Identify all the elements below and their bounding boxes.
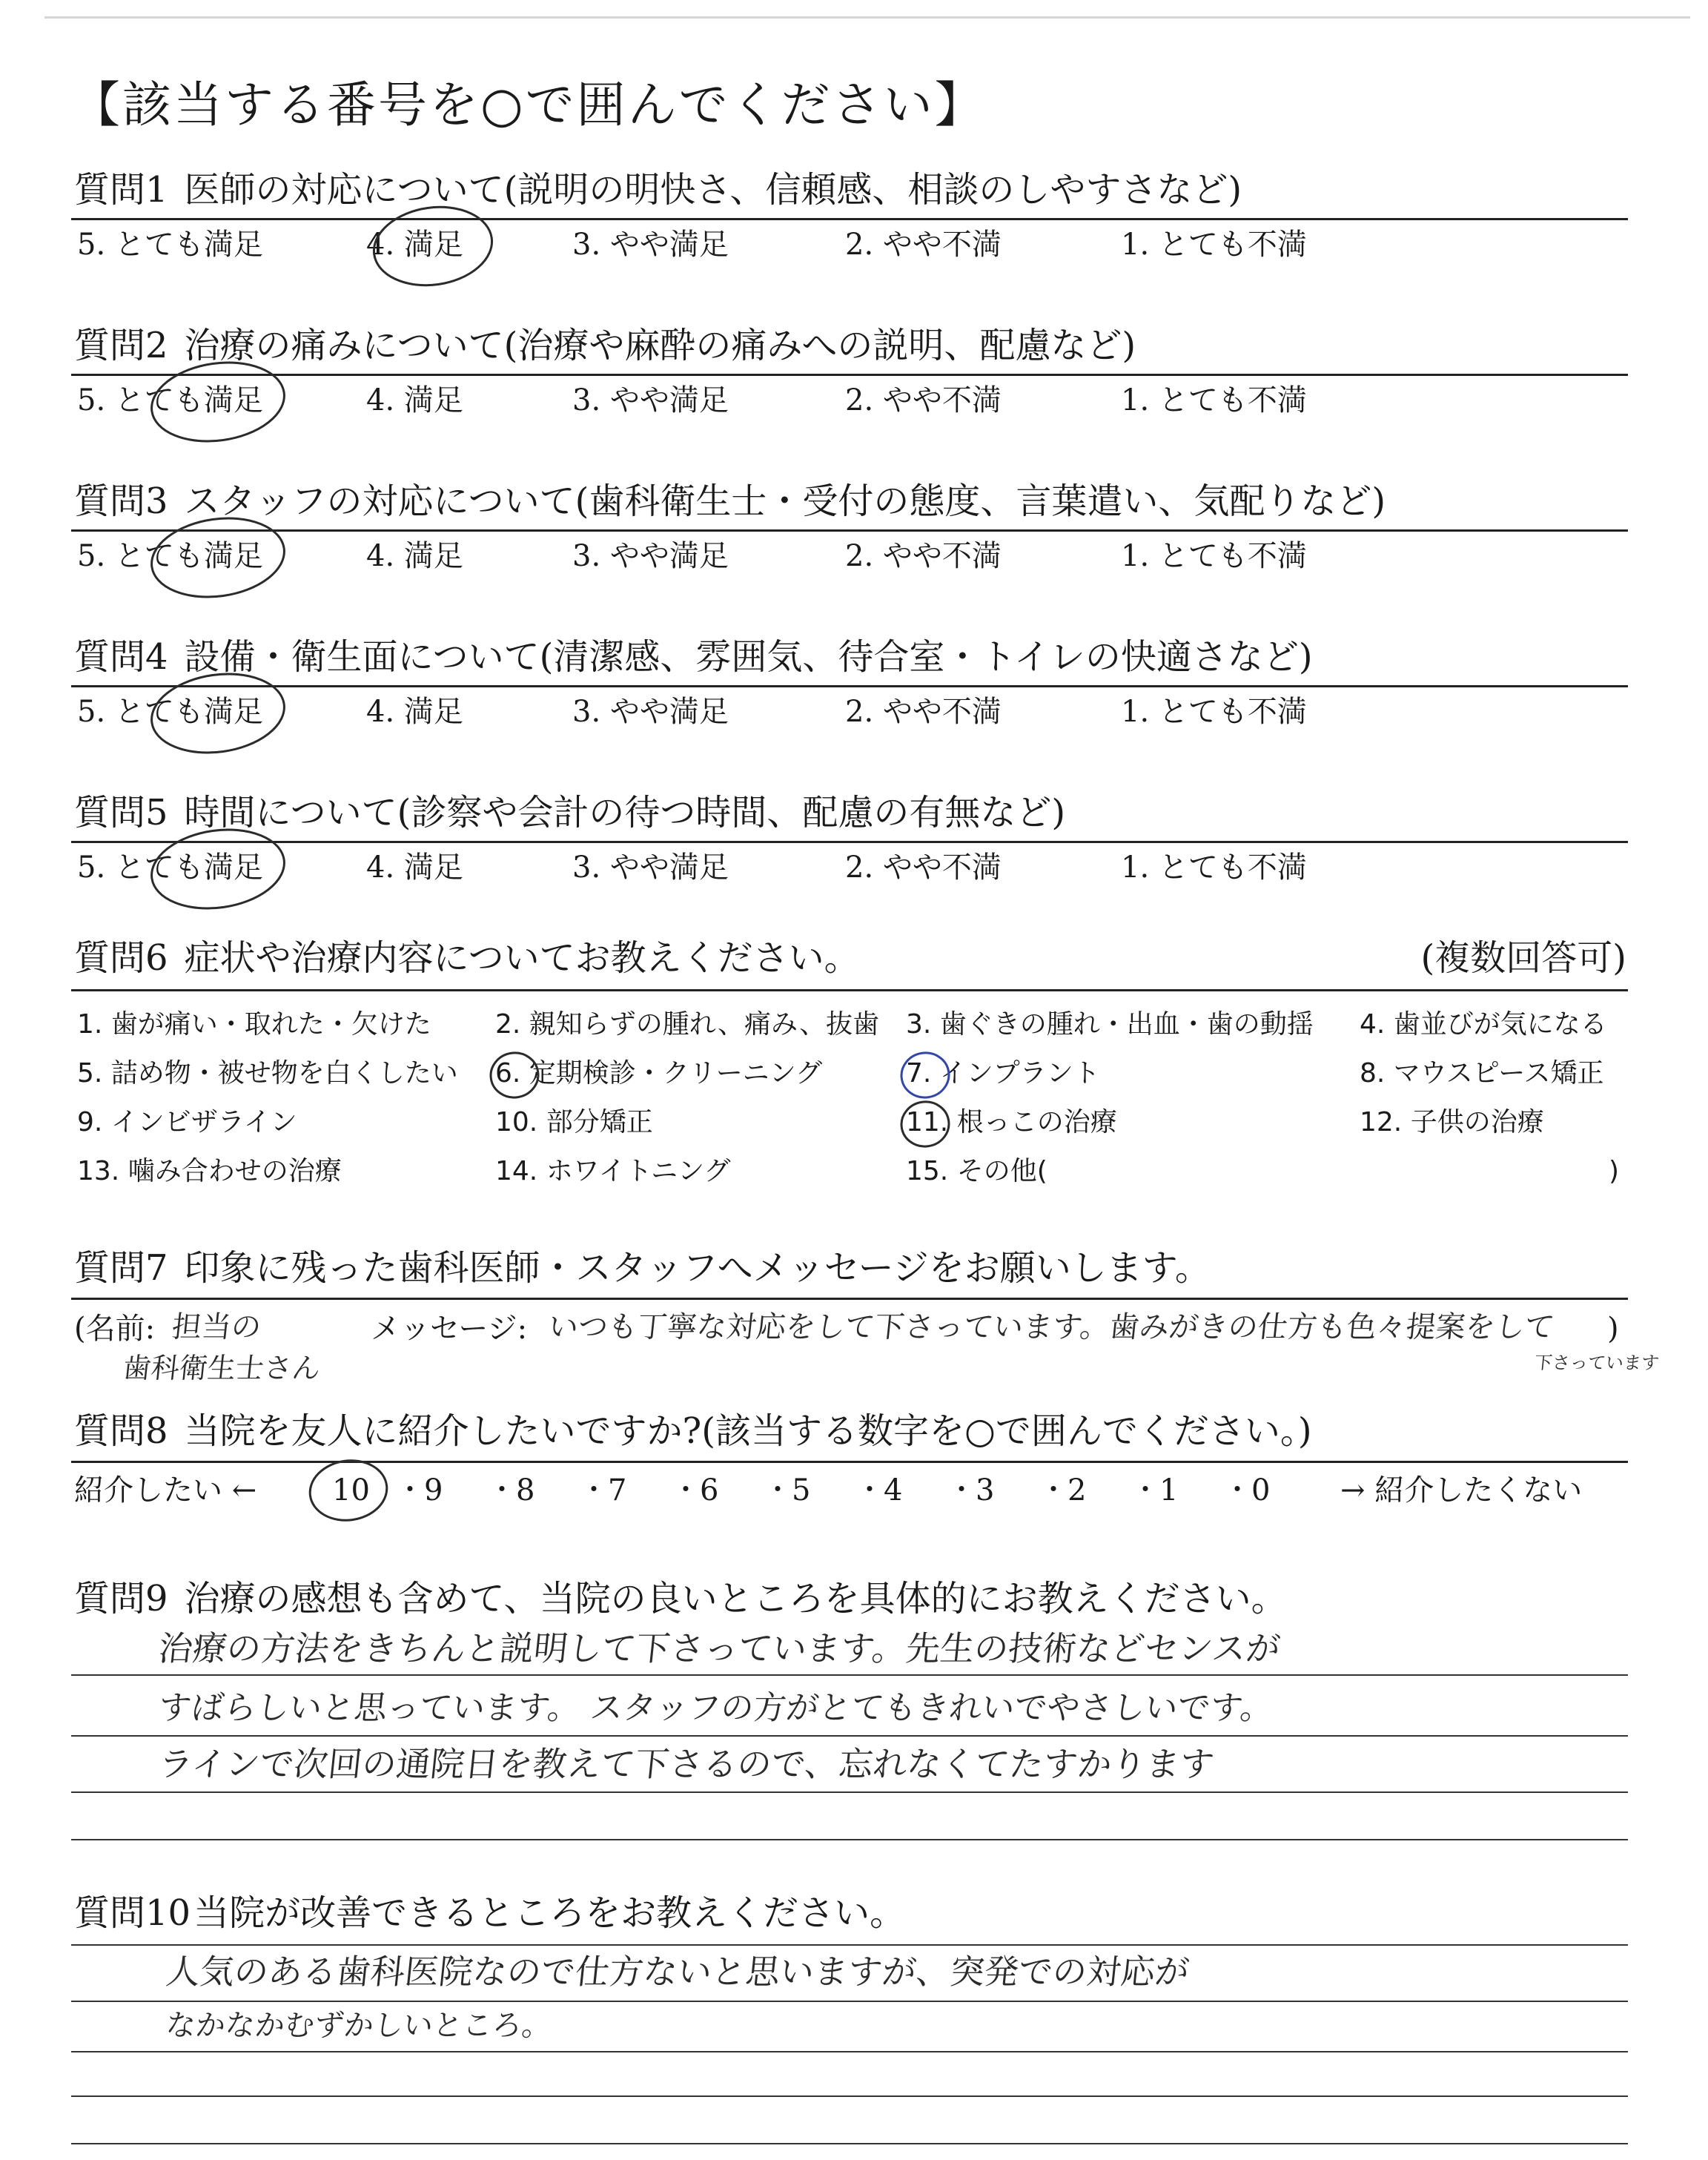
- q8-scale-separator: ・: [764, 1473, 792, 1506]
- q1-option-2: 2. やや不満: [845, 228, 1002, 262]
- q4-option-5: 5. とても満足: [77, 695, 263, 729]
- page-top-edge: [44, 16, 1690, 19]
- q8-scale-separator: ・: [855, 1473, 884, 1506]
- q8-left-label: 紹介したい ←: [74, 1473, 257, 1507]
- page-title: 【該当する番号を○で囲んでください】: [71, 76, 986, 133]
- q8-scale-separator: ・: [1039, 1473, 1068, 1506]
- q5-number: 質問5: [74, 792, 168, 833]
- q4-option-3: 3. やや満足: [572, 695, 729, 729]
- q4-option-1: 1. とても不満: [1121, 695, 1307, 729]
- q10-line-4: [71, 2095, 1628, 2097]
- q8-rule: [71, 1461, 1628, 1463]
- q1-option-3: 3. やや満足: [572, 228, 729, 262]
- q1-text: 医師の対応について(説明の明快さ、信頼感、相談のしやすさなど): [184, 169, 1242, 211]
- q9-line-4: [71, 1839, 1628, 1840]
- q7-number: 質問7: [74, 1247, 168, 1289]
- q3-text: スタッフの対応について(歯科衛生士・受付の態度、言葉遣い、気配りなど): [184, 480, 1386, 522]
- q7-text: 印象に残った歯科医師・スタッフへメッセージをお願いします。: [184, 1247, 1211, 1289]
- q1-option-4: 4. 満足: [366, 228, 463, 262]
- q5-rule: [71, 841, 1628, 843]
- q6-number: 質問6: [74, 937, 168, 979]
- q8-scale-value-10: 10: [332, 1473, 370, 1507]
- q2-rule: [71, 374, 1628, 376]
- q1-heading: [74, 169, 1242, 211]
- q7-message-value: いつも丁寧な対応をして下さっています。歯みがきの仕方も色々提案をして: [546, 1310, 1557, 1344]
- q5-option-5: 5. とても満足: [77, 851, 263, 885]
- q8-right-label: → 紹介したくない: [1340, 1473, 1583, 1507]
- q8-number: 質問8: [74, 1410, 168, 1452]
- q8-scale-value-3: 3: [976, 1473, 995, 1507]
- q10-line-1: [71, 1944, 1628, 1946]
- q6-multi-answer-note: (複数回答可): [1420, 937, 1626, 979]
- q8-scale-separator: ・: [947, 1473, 976, 1506]
- q6-option-1: 1. 歯が痛い・取れた・欠けた: [77, 1009, 431, 1040]
- q4-heading: [74, 636, 1313, 678]
- q3-heading: [74, 480, 1386, 522]
- q10-answer-line-1: 人気のある歯科医院なので仕方ないと思いますが、突発での対応が: [164, 1952, 1191, 1992]
- q6-option-7: 7. インプラント: [906, 1058, 1100, 1089]
- q9-answer-line-3: ラインで次回の通院日を教えて下さるので、忘れなくてたすかります: [156, 1744, 1217, 1784]
- q3-option-5: 5. とても満足: [77, 539, 263, 573]
- q5-text: 時間について(診察や会計の待つ時間、配慮の有無など): [184, 792, 1066, 833]
- q6-option-10: 10. 部分矯正: [495, 1107, 653, 1137]
- q10-line-5: [71, 2143, 1628, 2144]
- q6-heading: [74, 937, 860, 979]
- q3-number: 質問3: [74, 480, 168, 522]
- q4-option-4: 4. 満足: [366, 695, 463, 729]
- q3-option-2: 2. やや不満: [845, 539, 1002, 573]
- q7-close-paren: ): [1607, 1312, 1619, 1346]
- q8-heading: [74, 1410, 1312, 1452]
- q6-option-13: 13. 噛み合わせの治療: [77, 1156, 342, 1186]
- q8-scale-value-4: 4: [884, 1473, 903, 1507]
- q4-text: 設備・衛生面について(清潔感、雰囲気、待合室・トイレの快適さなど): [184, 636, 1313, 678]
- q4-rule: [71, 685, 1628, 687]
- q8-scale-value-8: 8: [516, 1473, 535, 1507]
- q6-option-9: 9. インビザライン: [77, 1107, 297, 1137]
- q5-option-3: 3. やや満足: [572, 851, 729, 885]
- q8-scale-value-5: 5: [792, 1473, 811, 1507]
- q1-number: 質問1: [74, 169, 168, 211]
- q8-scale-separator: ・: [580, 1473, 609, 1506]
- q3-rule: [71, 529, 1628, 532]
- q6-text: 症状や治療内容についてお教えください。: [184, 937, 860, 979]
- q7-name-value-line2: 歯科衛生士さん: [121, 1352, 322, 1384]
- q1-option-5: 5. とても満足: [77, 228, 263, 262]
- q5-option-2: 2. やや不満: [845, 851, 1002, 885]
- q6-option-3: 3. 歯ぐきの腫れ・出血・歯の動揺: [906, 1009, 1314, 1040]
- q6-option-11: 11. 根っこの治療: [906, 1107, 1117, 1137]
- q9-answer-line-2: すばらしいと思っています。 スタッフの方がとてもきれいでやさしいです。: [156, 1689, 1275, 1727]
- q4-option-2: 2. やや不満: [845, 695, 1002, 729]
- q6-rule: [71, 989, 1628, 991]
- q2-option-1: 1. とても不満: [1121, 383, 1307, 417]
- q8-scale-separator: ・: [672, 1473, 701, 1506]
- q10-answer-line-2: なかなかむずかしいところ。: [164, 2009, 554, 2043]
- q9-line-1: [71, 1674, 1628, 1676]
- q9-line-2: [71, 1735, 1628, 1737]
- q8-text: 当院を友人に紹介したいですか?(該当する数字を○で囲んでください。): [184, 1410, 1312, 1452]
- q10-heading: [74, 1892, 906, 1934]
- q8-scale-separator: ・: [488, 1473, 517, 1506]
- q10-number: 質問10: [74, 1892, 191, 1934]
- q10-line-3: [71, 2051, 1628, 2052]
- q7-rule: [71, 1298, 1628, 1300]
- q8-scale-value-0: 0: [1251, 1473, 1271, 1507]
- q6-option-4: 4. 歯並びが気になる: [1360, 1009, 1607, 1040]
- q8-scale-separator: ・: [1131, 1473, 1160, 1506]
- q2-option-3: 3. やや満足: [572, 383, 729, 417]
- q8-scale-value-6: 6: [700, 1473, 719, 1507]
- q5-heading: [74, 792, 1066, 833]
- q6-option-16: ): [1609, 1156, 1620, 1186]
- q7-name-label: (名前:: [74, 1312, 156, 1346]
- q3-option-3: 3. やや満足: [572, 539, 729, 573]
- q6-option-2: 2. 親知らずの腫れ、痛み、抜歯: [495, 1009, 880, 1040]
- q10-line-2: [71, 2001, 1628, 2002]
- q7-name-value-line1: 担当の: [170, 1310, 263, 1344]
- q9-line-3: [71, 1791, 1628, 1793]
- q8-scale-value-2: 2: [1068, 1473, 1087, 1507]
- q6-option-14: 14. ホワイトニング: [495, 1156, 731, 1186]
- q5-option-1: 1. とても不満: [1121, 851, 1307, 885]
- q2-text: 治療の痛みについて(治療や麻酔の痛みへの説明、配慮など): [184, 325, 1136, 366]
- q7-message-label: メッセージ:: [371, 1312, 528, 1346]
- q9-text: 治療の感想も含めて、当院の良いところを具体的にお教えください。: [184, 1578, 1287, 1619]
- q8-scale-separator: ・: [1223, 1473, 1252, 1506]
- q9-number: 質問9: [74, 1578, 168, 1619]
- q2-option-2: 2. やや不満: [845, 383, 1002, 417]
- q7-heading: [74, 1247, 1211, 1289]
- q6-option-8: 8. マウスピース矯正: [1360, 1058, 1604, 1089]
- q2-heading: [74, 325, 1136, 366]
- q6-option-5: 5. 詰め物・被せ物を白くしたい: [77, 1058, 458, 1089]
- q6-option-6: 6. 定期検診・クリーニング: [495, 1058, 823, 1089]
- q8-scale-value-7: 7: [608, 1473, 627, 1507]
- q7-message-value-cont: 下さっています: [1533, 1353, 1661, 1373]
- q6-option-15: 15. その他(: [906, 1156, 1047, 1186]
- q2-option-5: 5. とても満足: [77, 383, 263, 417]
- q1-rule: [71, 218, 1628, 220]
- q6-option-12: 12. 子供の治療: [1360, 1107, 1544, 1137]
- q5-option-4: 4. 満足: [366, 851, 463, 885]
- q3-option-4: 4. 満足: [366, 539, 463, 573]
- q9-answer-line-1: 治療の方法をきちんと説明して下さっています。先生の技術などセンスが: [156, 1628, 1282, 1668]
- q2-option-4: 4. 満足: [366, 383, 463, 417]
- q8-scale-value-9: 9: [424, 1473, 443, 1507]
- q3-option-1: 1. とても不満: [1121, 539, 1307, 573]
- q8-scale-separator: ・: [396, 1473, 425, 1506]
- q4-number: 質問4: [74, 636, 168, 678]
- q1-option-1: 1. とても不満: [1121, 228, 1307, 262]
- q2-number: 質問2: [74, 325, 168, 366]
- q10-text: 当院が改善できるところをお教えください。: [193, 1892, 906, 1934]
- q9-heading: [74, 1578, 1287, 1619]
- q8-scale-value-1: 1: [1159, 1473, 1179, 1507]
